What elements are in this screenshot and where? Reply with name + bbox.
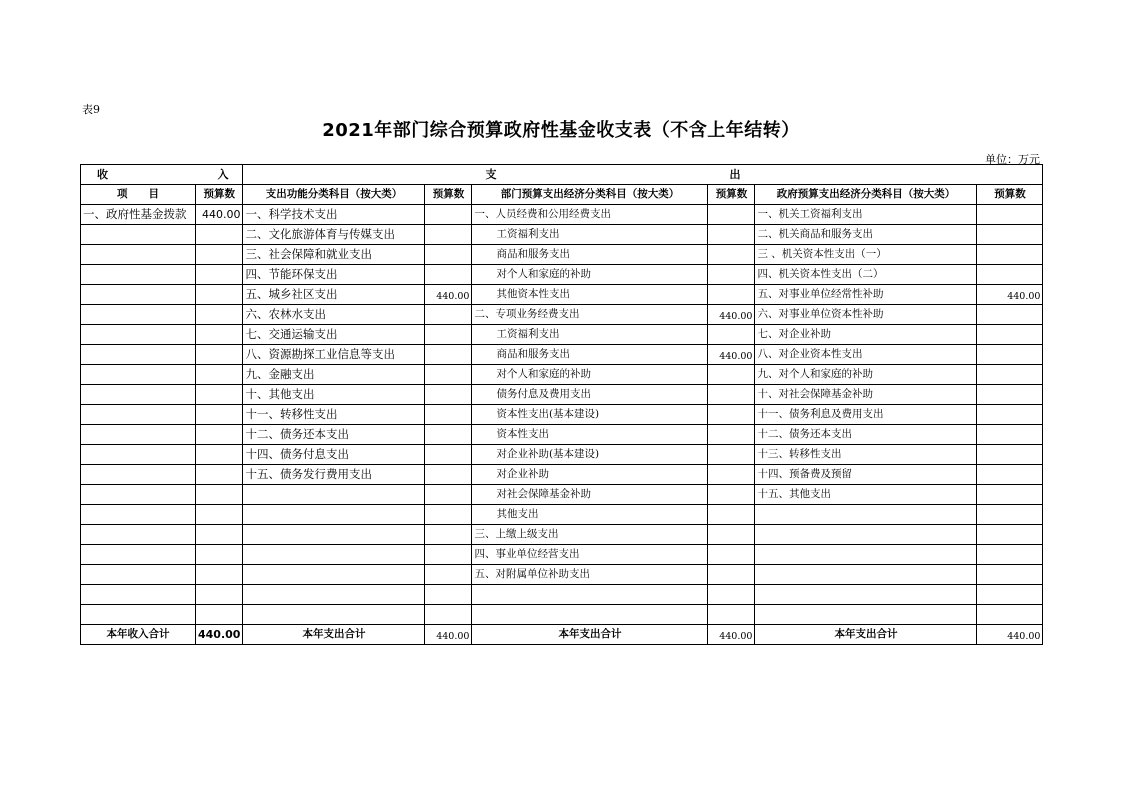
func-item-cell (243, 505, 425, 525)
gov-item-cell: 十二、债务还本支出 (755, 425, 977, 445)
header-row-1 (81, 165, 1043, 185)
gov-amount-cell (977, 365, 1043, 385)
table-row (81, 465, 1043, 485)
table-row (81, 225, 1043, 245)
table-row (81, 485, 1043, 505)
func-amount-cell (425, 225, 472, 245)
func-item-cell (243, 565, 425, 585)
income-item-cell: 一、政府性基金拨款 (81, 205, 196, 225)
income-header: 收 入 (81, 165, 243, 185)
table-row (81, 545, 1043, 565)
income-amount-cell (196, 345, 243, 365)
dept-amount-cell (708, 525, 755, 545)
budget-table (80, 164, 1043, 645)
dept-total-label: 本年支出合计 (472, 625, 708, 645)
func-amount-cell (425, 385, 472, 405)
table-row (81, 265, 1043, 285)
func-item-cell (243, 585, 425, 605)
income-item-cell (81, 565, 196, 585)
func-item-cell: 七、交通运输支出 (243, 325, 425, 345)
gov-amount-cell (977, 525, 1043, 545)
income-item-cell (81, 485, 196, 505)
income-amount-cell (196, 385, 243, 405)
income-amount-cell (196, 525, 243, 545)
income-item-cell (81, 505, 196, 525)
dept-item-cell: 工资福利支出 (472, 325, 708, 345)
expense-header: 支 出 (243, 165, 1043, 185)
income-amount-cell (196, 405, 243, 425)
gov-amount-cell (977, 345, 1043, 365)
income-item-cell (81, 545, 196, 565)
dept-item-cell: 对个人和家庭的补助 (472, 365, 708, 385)
gov-item-cell: 十三、转移性支出 (755, 445, 977, 465)
dept-item-cell: 工资福利支出 (472, 225, 708, 245)
income-amount-cell (196, 365, 243, 385)
gov-item-cell: 四、机关资本性支出（二） (755, 265, 977, 285)
func-amount-cell (425, 505, 472, 525)
table-row (81, 205, 1043, 225)
func-item-cell: 十四、债务付息支出 (243, 445, 425, 465)
unit-label: 单位：万元 (985, 153, 1040, 166)
dept-amount-cell (708, 325, 755, 345)
income-amount-cell (196, 225, 243, 245)
dept-amount-cell (708, 505, 755, 525)
income-amount-cell (196, 565, 243, 585)
func-item-cell (243, 525, 425, 545)
func-item-cell: 四、节能环保支出 (243, 265, 425, 285)
gov-amount-cell (977, 405, 1043, 425)
income-item-cell (81, 285, 196, 305)
func-amount-cell (425, 445, 472, 465)
income-amount-cell (196, 305, 243, 325)
func-item-cell: 一、科学技术支出 (243, 205, 425, 225)
func-amount-cell (425, 265, 472, 285)
income-item-cell (81, 325, 196, 345)
gov-amount-cell (977, 585, 1043, 605)
table-row (81, 565, 1043, 585)
dept-amount-cell (708, 205, 755, 225)
col-item-header: 项 目 (81, 185, 196, 205)
func-item-cell: 三、社会保障和就业支出 (243, 245, 425, 265)
func-item-cell (243, 485, 425, 505)
dept-amount-cell (708, 445, 755, 465)
dept-item-cell: 资本性支出(基本建设) (472, 405, 708, 425)
income-item-cell (81, 525, 196, 545)
table-number: 表9 (82, 103, 100, 116)
income-amount-cell: 440.00 (196, 205, 243, 225)
dept-amount-cell: 440.00 (708, 305, 755, 325)
func-item-cell: 十、其他支出 (243, 385, 425, 405)
total-row (81, 625, 1043, 645)
col-budget-header: 预算数 (977, 185, 1043, 205)
dept-item-cell: 五、对附属单位补助支出 (472, 565, 708, 585)
gov-amount-cell: 440.00 (977, 285, 1043, 305)
dept-amount-cell (708, 465, 755, 485)
func-item-cell: 二、文化旅游体育与传媒支出 (243, 225, 425, 245)
gov-amount-cell (977, 205, 1043, 225)
col-budget-header: 预算数 (425, 185, 472, 205)
dept-amount-cell (708, 225, 755, 245)
gov-amount-cell (977, 565, 1043, 585)
gov-item-cell: 十四、预备费及预留 (755, 465, 977, 485)
dept-total-amount: 440.00 (708, 625, 755, 645)
col-budget-header: 预算数 (196, 185, 243, 205)
income-item-cell (81, 445, 196, 465)
gov-amount-cell (977, 485, 1043, 505)
func-item-cell: 九、金融支出 (243, 365, 425, 385)
gov-item-cell (755, 565, 977, 585)
func-amount-cell (425, 425, 472, 445)
dept-amount-cell (708, 425, 755, 445)
income-item-cell (81, 345, 196, 365)
dept-amount-cell (708, 245, 755, 265)
dept-item-cell (472, 585, 708, 605)
table-row (81, 365, 1043, 385)
header-row-2 (81, 185, 1043, 205)
gov-item-cell: 九、对个人和家庭的补助 (755, 365, 977, 385)
table-row (81, 445, 1043, 465)
dept-item-cell: 资本性支出 (472, 425, 708, 445)
income-item-cell (81, 465, 196, 485)
func-amount-cell (425, 605, 472, 625)
dept-item-cell: 商品和服务支出 (472, 345, 708, 365)
dept-amount-cell (708, 605, 755, 625)
income-total-amount: 440.00 (196, 625, 243, 645)
dept-amount-cell (708, 265, 755, 285)
dept-item-cell: 四、事业单位经营支出 (472, 545, 708, 565)
gov-item-cell (755, 545, 977, 565)
gov-amount-cell (977, 445, 1043, 465)
income-amount-cell (196, 465, 243, 485)
table-row (81, 245, 1043, 265)
dept-item-cell (472, 605, 708, 625)
func-amount-cell: 440.00 (425, 285, 472, 305)
dept-item-cell: 对社会保障基金补助 (472, 485, 708, 505)
dept-item-cell: 对个人和家庭的补助 (472, 265, 708, 285)
income-item-cell (81, 425, 196, 445)
func-amount-cell (425, 205, 472, 225)
table-row (81, 585, 1043, 605)
func-amount-cell (425, 585, 472, 605)
gov-total-label: 本年支出合计 (755, 625, 977, 645)
func-item-cell (243, 545, 425, 565)
func-amount-cell (425, 545, 472, 565)
gov-item-cell: 六、对事业单位资本性补助 (755, 305, 977, 325)
gov-amount-cell (977, 545, 1043, 565)
income-amount-cell (196, 545, 243, 565)
income-item-cell (81, 385, 196, 405)
func-amount-cell (425, 565, 472, 585)
table-row (81, 405, 1043, 425)
dept-item-cell: 债务付息及费用支出 (472, 385, 708, 405)
table-row (81, 425, 1043, 445)
income-item-cell (81, 585, 196, 605)
income-amount-cell (196, 445, 243, 465)
income-amount-cell (196, 265, 243, 285)
income-amount-cell (196, 605, 243, 625)
func-amount-cell (425, 305, 472, 325)
gov-item-cell: 七、对企业补助 (755, 325, 977, 345)
func-item-cell: 十二、债务还本支出 (243, 425, 425, 445)
dept-amount-cell (708, 405, 755, 425)
gov-amount-cell (977, 325, 1043, 345)
table-row (81, 605, 1043, 625)
dept-item-cell: 对企业补助(基本建设) (472, 445, 708, 465)
col-budget-header: 预算数 (708, 185, 755, 205)
dept-amount-cell: 440.00 (708, 345, 755, 365)
income-item-cell (81, 225, 196, 245)
dept-item-cell: 商品和服务支出 (472, 245, 708, 265)
income-amount-cell (196, 325, 243, 345)
dept-item-cell: 对企业补助 (472, 465, 708, 485)
table-row (81, 305, 1043, 325)
dept-item-cell: 二、专项业务经费支出 (472, 305, 708, 325)
table-row (81, 285, 1043, 305)
income-item-cell (81, 365, 196, 385)
func-amount-cell (425, 365, 472, 385)
func-item-cell: 十五、债务发行费用支出 (243, 465, 425, 485)
func-amount-cell (425, 465, 472, 485)
dept-item-cell: 三、上缴上级支出 (472, 525, 708, 545)
func-item-cell: 八、资源勘探工业信息等支出 (243, 345, 425, 365)
func-total-label: 本年支出合计 (243, 625, 425, 645)
gov-amount-cell (977, 465, 1043, 485)
dept-item-cell: 其他资本性支出 (472, 285, 708, 305)
gov-item-cell: 五、对事业单位经常性补助 (755, 285, 977, 305)
gov-amount-cell (977, 225, 1043, 245)
func-item-cell: 五、城乡社区支出 (243, 285, 425, 305)
gov-item-cell: 八、对企业资本性支出 (755, 345, 977, 365)
gov-item-cell: 三 、机关资本性支出（一） (755, 245, 977, 265)
func-amount-cell (425, 485, 472, 505)
income-total-label: 本年收入合计 (81, 625, 196, 645)
income-item-cell (81, 305, 196, 325)
dept-item-cell: 一、人员经费和公用经费支出 (472, 205, 708, 225)
dept-amount-cell (708, 385, 755, 405)
income-amount-cell (196, 585, 243, 605)
income-amount-cell (196, 425, 243, 445)
gov-amount-cell (977, 265, 1043, 285)
dept-amount-cell (708, 565, 755, 585)
gov-amount-cell (977, 425, 1043, 445)
func-item-cell: 十一、转移性支出 (243, 405, 425, 425)
gov-item-cell (755, 505, 977, 525)
dept-amount-cell (708, 285, 755, 305)
func-total-amount: 440.00 (425, 625, 472, 645)
gov-item-cell (755, 585, 977, 605)
func-amount-cell (425, 405, 472, 425)
table-row (81, 385, 1043, 405)
gov-item-cell: 十五、其他支出 (755, 485, 977, 505)
table-row (81, 525, 1043, 545)
gov-amount-cell (977, 505, 1043, 525)
income-item-cell (81, 605, 196, 625)
func-amount-cell (425, 245, 472, 265)
col-dept-header: 部门预算支出经济分类科目（按大类） (472, 185, 708, 205)
dept-amount-cell (708, 585, 755, 605)
gov-amount-cell (977, 305, 1043, 325)
dept-item-cell: 其他支出 (472, 505, 708, 525)
table-row (81, 325, 1043, 345)
income-amount-cell (196, 245, 243, 265)
col-gov-header: 政府预算支出经济分类科目（按大类） (755, 185, 977, 205)
income-amount-cell (196, 505, 243, 525)
gov-total-amount: 440.00 (977, 625, 1043, 645)
dept-amount-cell (708, 545, 755, 565)
dept-amount-cell (708, 485, 755, 505)
gov-amount-cell (977, 245, 1043, 265)
func-amount-cell (425, 345, 472, 365)
gov-item-cell: 二、机关商品和服务支出 (755, 225, 977, 245)
income-amount-cell (196, 285, 243, 305)
func-amount-cell (425, 525, 472, 545)
gov-item-cell: 十、对社会保障基金补助 (755, 385, 977, 405)
func-item-cell (243, 605, 425, 625)
income-item-cell (81, 405, 196, 425)
gov-amount-cell (977, 605, 1043, 625)
table-row (81, 345, 1043, 365)
income-item-cell (81, 265, 196, 285)
income-amount-cell (196, 485, 243, 505)
gov-amount-cell (977, 385, 1043, 405)
page-title: 2021年部门综合预算政府性基金收支表（不含上年结转） (322, 120, 800, 141)
col-func-header: 支出功能分类科目（按大类） (243, 185, 425, 205)
income-item-cell (81, 245, 196, 265)
gov-item-cell: 十一、债务利息及费用支出 (755, 405, 977, 425)
gov-item-cell (755, 525, 977, 545)
dept-amount-cell (708, 365, 755, 385)
table-row (81, 505, 1043, 525)
func-amount-cell (425, 325, 472, 345)
gov-item-cell (755, 605, 977, 625)
gov-item-cell: 一、机关工资福利支出 (755, 205, 977, 225)
func-item-cell: 六、农林水支出 (243, 305, 425, 325)
